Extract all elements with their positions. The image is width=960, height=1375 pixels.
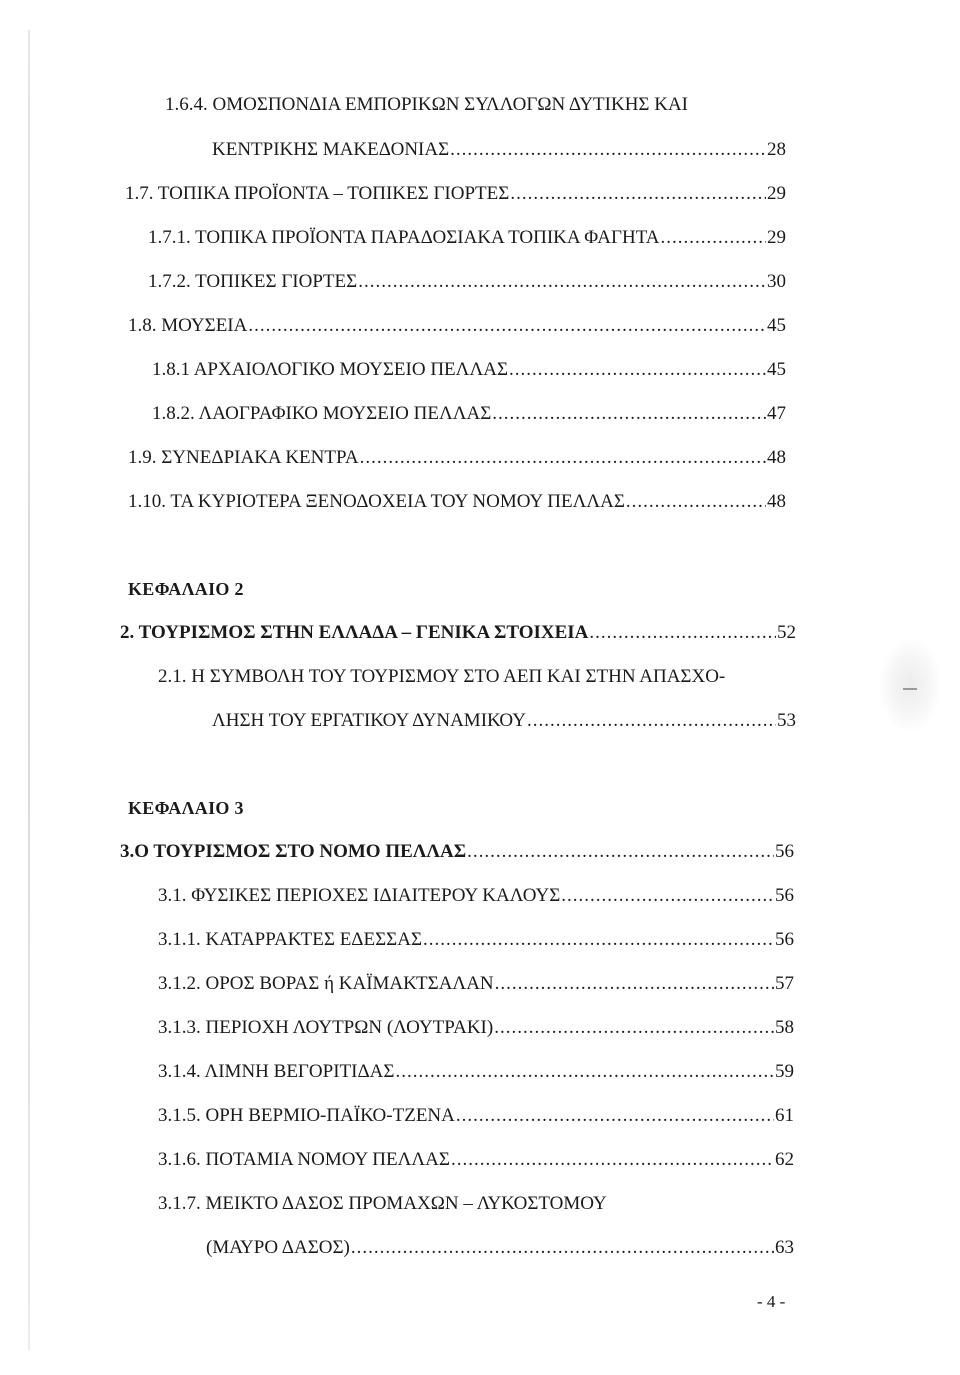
toc-entry-title: 3.1.4. ΛΙΜΝΗ ΒΕΓΟΡΙΤΙΔΑΣ xyxy=(158,1061,395,1082)
toc-page-number: 47 xyxy=(767,403,786,424)
toc-entry xyxy=(158,1104,794,1128)
toc-entry xyxy=(128,314,786,338)
toc-leader xyxy=(351,1236,774,1260)
toc-leader xyxy=(467,840,774,864)
toc-page-number: 56 xyxy=(775,885,794,906)
chapter-heading: ΚΕΦΑΛΑΙΟ 3 xyxy=(128,798,244,818)
toc-entry xyxy=(148,270,786,294)
toc-entry-title: 1.8.1 ΑΡΧΑΙΟΛΟΓΙΚΟ ΜΟΥΣΕΙΟ ΠΕΛΛΑΣ xyxy=(152,359,508,380)
toc-page-number: 53 xyxy=(777,710,796,731)
toc-leader xyxy=(494,1016,774,1040)
toc-leader xyxy=(360,446,766,470)
toc-entry xyxy=(125,182,786,206)
scan-mark xyxy=(903,688,917,690)
page-edge-shadow xyxy=(28,30,30,1350)
toc-leader xyxy=(492,402,766,426)
toc-entry xyxy=(128,446,786,470)
toc-leader xyxy=(495,972,774,996)
toc-leader xyxy=(456,1104,774,1128)
toc-leader xyxy=(626,490,766,514)
toc-entry-title: ΛΗΣΗ ΤΟΥ ΕΡΓΑΤΙΚΟΥ ΔΥΝΑΜΙΚΟΥ xyxy=(212,710,526,731)
toc-entry xyxy=(128,490,786,514)
toc-entry xyxy=(152,402,786,426)
toc-leader xyxy=(589,621,776,645)
toc-leader xyxy=(561,884,774,908)
toc-entry xyxy=(152,358,786,382)
toc-page-number: 56 xyxy=(775,841,794,862)
toc-entry-title: 3.Ο ΤΟΥΡΙΣΜΟΣ ΣΤΟ ΝΟΜΟ ΠΕΛΛΑΣ xyxy=(120,841,467,862)
toc-page-number: 28 xyxy=(767,139,786,160)
toc-leader xyxy=(248,314,766,338)
toc-entry xyxy=(158,928,794,952)
toc-page-number: 57 xyxy=(775,973,794,994)
toc-leader xyxy=(395,1060,774,1084)
toc-entry xyxy=(212,709,796,733)
toc-entry-title: 2. ΤΟΥΡΙΣΜΟΣ ΣΤΗΝ ΕΛΛΑΔΑ – ΓΕΝΙΚΑ ΣΤΟΙΧΕΙΑ xyxy=(120,622,589,643)
toc-entry-title: 3.1.3. ΠΕΡΙΟΧΗ ΛΟΥΤΡΩΝ (ΛΟΥΤΡΑΚΙ) xyxy=(158,1017,494,1038)
toc-page-number: 45 xyxy=(767,359,786,380)
toc-entry-title: 2.1. Η ΣΥΜΒΟΛΗ ΤΟΥ ΤΟΥΡΙΣΜΟΥ ΣΤΟ ΑΕΠ ΚΑΙ ΣΤΗΝ ΑΠΑΣΧΟ- xyxy=(158,666,726,687)
toc-leader xyxy=(451,1148,774,1172)
toc-page-number: 48 xyxy=(767,447,786,468)
toc-entry xyxy=(158,884,794,908)
toc-entry-title: 1.7.1. ΤΟΠΙΚΑ ΠΡΟΪΟΝΤΑ ΠΑΡΑΔΟΣΙΑΚΑ ΤΟΠΙΚΑ ΦΑΓΗΤΑ xyxy=(148,227,660,248)
toc-page-number: 29 xyxy=(767,227,786,248)
toc-entry xyxy=(165,93,688,117)
toc-page-number: 29 xyxy=(767,183,786,204)
toc-page-number: 61 xyxy=(775,1105,794,1126)
toc-entry-title: 3.1.2. ΟΡΟΣ ΒΟΡΑΣ ή ΚΑΪΜΑΚΤΣΑΛΑΝ xyxy=(158,973,494,994)
toc-leader xyxy=(510,182,766,206)
toc-entry xyxy=(120,621,796,645)
toc-entry-title: 3.1.6. ΠΟΤΑΜΙΑ ΝΟΜΟΥ ΠΕΛΛΑΣ xyxy=(158,1149,450,1170)
toc-leader xyxy=(661,226,766,250)
toc-entry xyxy=(158,665,725,689)
toc-entry xyxy=(158,972,794,996)
toc-entry-title: 1.8. ΜΟΥΣΕΙΑ xyxy=(128,315,248,336)
toc-entry-title: (ΜΑΥΡΟ ΔΑΣΟΣ) xyxy=(206,1237,350,1258)
toc-leader xyxy=(358,270,766,294)
toc-page-number: 58 xyxy=(775,1017,794,1038)
toc-entry-title: 1.9. ΣΥΝΕΔΡΙΑΚΑ ΚΕΝΤΡΑ xyxy=(128,447,359,468)
chapter-heading: ΚΕΦΑΛΑΙΟ 2 xyxy=(128,579,244,599)
toc-entry-title: 1.10. ΤΑ ΚΥΡΙΟΤΕΡΑ ΞΕΝΟΔΟΧΕΙΑ ΤΟΥ ΝΟΜΟΥ ΠΕΛΛΑΣ xyxy=(128,491,625,512)
toc-leader xyxy=(509,358,766,382)
toc-page-number: 52 xyxy=(777,622,796,643)
toc-entry xyxy=(206,1236,794,1260)
toc-entry xyxy=(120,840,794,864)
toc-entry-title: 3.1.7. ΜΕΙΚΤΟ ΔΑΣΟΣ ΠΡΟΜΑΧΩΝ – ΛΥΚΟΣΤΟΜΟΥ xyxy=(158,1193,607,1214)
toc-page-number: 45 xyxy=(767,315,786,336)
toc-entry-title: 1.7. ΤΟΠΙΚΑ ΠΡΟΪΟΝΤΑ – ΤΟΠΙΚΕΣ ΓΙΟΡΤΕΣ xyxy=(125,183,510,204)
toc-entry-title: 3.1.5. ΟΡΗ ΒΕΡΜΙΟ-ΠΑΪΚΟ-ΤΖΕΝΑ xyxy=(158,1105,455,1126)
toc-entry xyxy=(212,138,786,162)
toc-leader xyxy=(423,928,774,952)
toc-page-number: 30 xyxy=(767,271,786,292)
toc-entry xyxy=(158,1192,607,1216)
toc-page-number: 63 xyxy=(775,1237,794,1258)
toc-entry-title: 1.6.4. ΟΜΟΣΠΟΝΔΙΑ ΕΜΠΟΡΙΚΩΝ ΣΥΛΛΟΓΩΝ ΔΥΤΙΚΗΣ ΚΑΙ xyxy=(165,94,688,115)
toc-page-number: 48 xyxy=(767,491,786,512)
toc-page-number: 56 xyxy=(775,929,794,950)
toc-entry-title: 1.8.2. ΛΑΟΓΡΑΦΙΚΟ ΜΟΥΣΕΙΟ ΠΕΛΛΑΣ xyxy=(152,403,492,424)
toc-page-number: 59 xyxy=(775,1061,794,1082)
toc-leader xyxy=(527,709,776,733)
page-number: - 4 - xyxy=(757,1292,786,1311)
toc-leader xyxy=(450,138,766,162)
scan-smudge xyxy=(880,640,940,730)
toc-entry-title: 1.7.2. ΤΟΠΙΚΕΣ ΓΙΟΡΤΕΣ xyxy=(148,271,358,292)
toc-entry xyxy=(158,1060,794,1084)
toc-entry-title: 3.1. ΦΥΣΙΚΕΣ ΠΕΡΙΟΧΕΣ ΙΔΙΑΙΤΕΡΟΥ ΚΑΛΟΥΣ xyxy=(158,885,561,906)
toc-entry xyxy=(158,1016,794,1040)
toc-page-number: 62 xyxy=(775,1149,794,1170)
toc-entry-title: 3.1.1. ΚΑΤΑΡΡΑΚΤΕΣ ΕΔΕΣΣΑΣ xyxy=(158,929,423,950)
toc-entry xyxy=(158,1148,794,1172)
toc-entry-title: ΚΕΝΤΡΙΚΗΣ ΜΑΚΕΔΟΝΙΑΣ xyxy=(212,139,450,160)
toc-entry xyxy=(148,226,786,250)
